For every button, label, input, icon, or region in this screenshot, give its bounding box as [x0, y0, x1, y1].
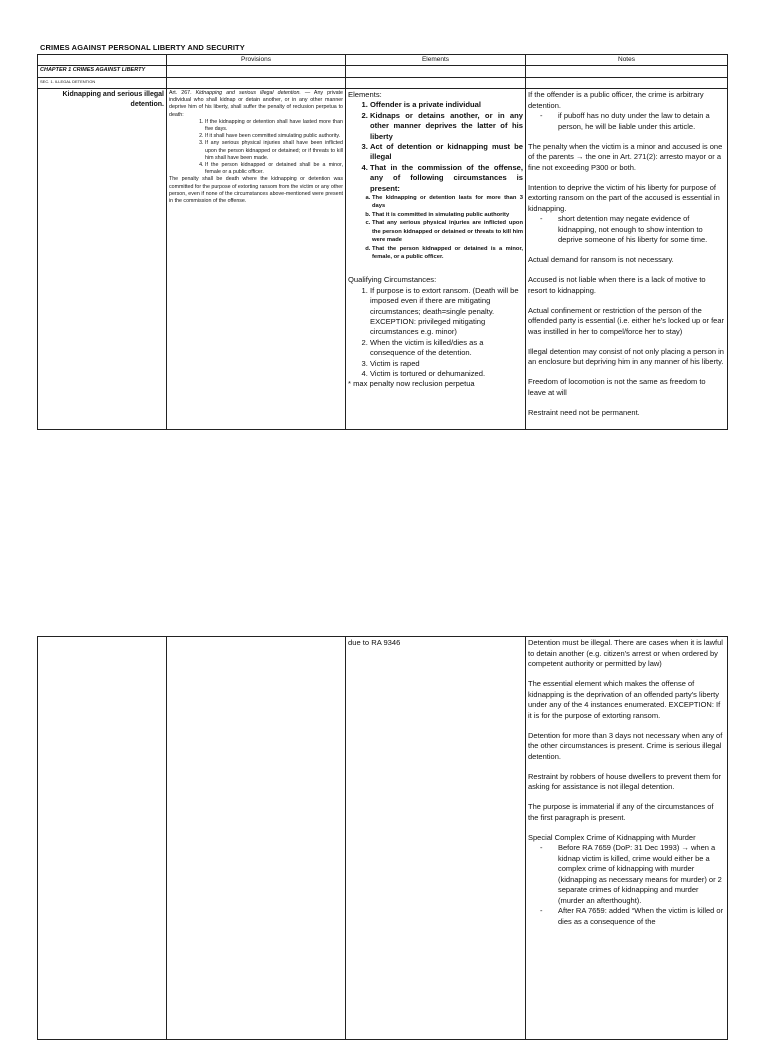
notes-continued [526, 637, 728, 1040]
qualifying-item: 3. Victim is raped [370, 359, 523, 369]
element-item: 4. That in the commission of the offense, any of following circumstances is present: [370, 163, 523, 194]
circumstance-item: a. The kidnapping or detention lasts for more than 3 days [372, 194, 523, 211]
article-item: 2. If it shall have been committed simulating public authority. [205, 133, 343, 140]
chapter-row [38, 66, 728, 78]
note: Intention to deprive the victim of his liberty for purpose of extorting ransom on the part of the accused is essential in kidnapping. [528, 182, 720, 213]
note: Detention must be illegal. There are cases when it is lawful to detain another (e.g. citizen's arrest or when ordered by competent authority or permitted by law) [528, 638, 723, 668]
empty-cell [167, 637, 346, 1040]
article-number: Art. 267. [169, 90, 192, 96]
note: Actual confinement or restriction of the person of the offended party is essential (i.e. either he's locked up or fear was instilled in her to compel/force her to stay) [528, 305, 724, 336]
empty-cell [346, 78, 526, 89]
header-elements: Elements [346, 55, 526, 66]
crime-name: Kidnapping and serious illegal detention. [38, 89, 167, 430]
note: Actual demand for ransom is not necessary. [528, 255, 674, 264]
circumstances-list [348, 194, 523, 261]
section-row [38, 78, 728, 89]
note-subpoint: - short detention may negate evidence of kidnapping, not enough to show intention to deprive someone of his liberty for some time. [540, 214, 708, 244]
empty-cell [346, 66, 526, 78]
element-item: 3. Act of detention or kidnapping must be illegal [370, 142, 523, 163]
note: The essential element which makes the offense of kidnapping is the deprivation of an offended party's liberty under any of the 4 instances enumerated. EXCEPTION: If it is for the purpose of extorting ransom. [528, 679, 721, 720]
elements-continued: due to RA 9346 [346, 637, 526, 1040]
note: The purpose is immaterial if any of the circumstances of the first paragraph is present. [528, 802, 714, 822]
note-subpoint: - Before RA 7659 (DoP: 31 Dec 1993) → when a kidnap victim is killed, crime would either be a complex crime of kidnapping with murder (kidnapping as necessary means for murder) or 2 separate crimes of kidnapping and murder (murder an afterthought). [540, 843, 722, 905]
circumstance-item: c. That any serious physical injuries are inflicted upon the person kidnapped or detained or threats to kill him were made [372, 219, 523, 244]
note: The penalty when the victim is a minor and accused is one of the parents → the one in Art. 271(2): arresto mayor or a fine not exceeding P300 or both. [528, 141, 723, 172]
article-text [169, 90, 343, 119]
article-item: 3. If any serious physical injuries shall have been inflicted upon the person kidnapped or detained; or if threats to kill him shall have been made. [205, 140, 343, 162]
elements-heading: Elements: [348, 90, 382, 99]
note: Detention for more than 3 days not necessary when any of the other circumstances is present. Crime is serious illegal detention. [528, 730, 723, 761]
header-cell-blank [38, 55, 167, 66]
note: Accused is not liable when there is a lack of motive to resort to kidnapping. [528, 275, 706, 295]
header-provisions: Provisions [167, 55, 346, 66]
provisions-cell [167, 89, 346, 430]
section-heading: SEC. 1. ILLEGAL DETENTION [38, 78, 167, 89]
article-title: Kidnapping and serious illegal detention. [195, 90, 301, 96]
article-items [169, 119, 343, 177]
header-notes: Notes [526, 55, 728, 66]
empty-cell [526, 78, 728, 89]
circumstance-item: b. That it is committed in simulating public authority [372, 211, 523, 219]
chapter-heading: CHAPTER 1 CRIMES AGAINST LIBERTY [38, 66, 167, 78]
note: Restraint by robbers of house dwellers to prevent them for asking for assistance is not illegal detention. [528, 771, 722, 791]
continued-row [38, 637, 728, 1040]
note: Restraint need not be permanent. [528, 407, 640, 417]
element-item: 1. Offender is a private individual [370, 100, 523, 110]
notes-cell [526, 89, 728, 430]
qualifying-heading: Qualifying Circumstances: [348, 275, 437, 285]
penalty-footnote: * max penalty now reclusion perpetua [348, 379, 475, 389]
header-row [38, 55, 728, 66]
qualifying-item: 4. Victim is tortured or dehumanized. [370, 369, 523, 379]
circumstance-item: d. That the person kidnapped or detained is a minor, female, or a public officer. [372, 245, 523, 262]
element-item: 2. Kidnaps or detains another, or in any other manner deprives the latter of his liberty [370, 111, 523, 142]
qualifying-list [348, 286, 523, 380]
note: Freedom of locomotion is not the same as freedom to leave at will [528, 377, 706, 397]
article-intro: — Any private individual who shall kidnap or detain another, or in any other manner deprive him of his liberty, shall suffer the penalty of reclusion perpetua to death: [169, 90, 343, 118]
note: Illegal detention may consist of not only placing a person in an enclosure but depriving him in any manner of his liberty. [528, 346, 724, 366]
elements-list [348, 100, 523, 194]
empty-cell [38, 637, 167, 1040]
article-closing: The penalty shall be death where the kidnapping or detention was committed for the purpose of extorting ransom from the victim or any other person, even if none of the circumstances above-mentioned were present in the commission of the offense. [169, 176, 343, 205]
article-item: 1. If the kidnapping or detention shall have lasted more than five days. [205, 119, 343, 133]
note: If the offender is a public officer, the crime is arbitrary detention. [528, 90, 704, 110]
note: Special Complex Crime of Kidnapping with Murder [528, 832, 696, 842]
crimes-table-page-2 [37, 636, 728, 1040]
qualifying-item: 2. When the victim is killed/dies as a consequence of the detention. [370, 338, 523, 359]
qualifying-item: 1. If purpose is to extort ransom. (Death will be imposed even if there are mitigating circumstances; death=single penalty. EXCEPTION: privileged mitigating circumstances e.g. minor) [370, 286, 523, 338]
note-subpoint: - if puboff has no duty under the law to detain a person, he will be liable under this article. [540, 111, 710, 131]
article-item: 4. If the person kidnapped or detained shall be a minor, female or a public officer. [205, 162, 343, 176]
empty-cell [167, 78, 346, 89]
document-title: CRIMES AGAINST PERSONAL LIBERTY AND SECURITY [40, 43, 245, 52]
empty-cell [526, 66, 728, 78]
elements-cell [346, 89, 526, 430]
empty-cell [167, 66, 346, 78]
note-subpoint: - After RA 7659: added “When the victim is killed or dies as a consequence of the [540, 906, 724, 926]
kidnapping-row [38, 89, 728, 430]
crimes-table-page-1 [37, 54, 728, 430]
